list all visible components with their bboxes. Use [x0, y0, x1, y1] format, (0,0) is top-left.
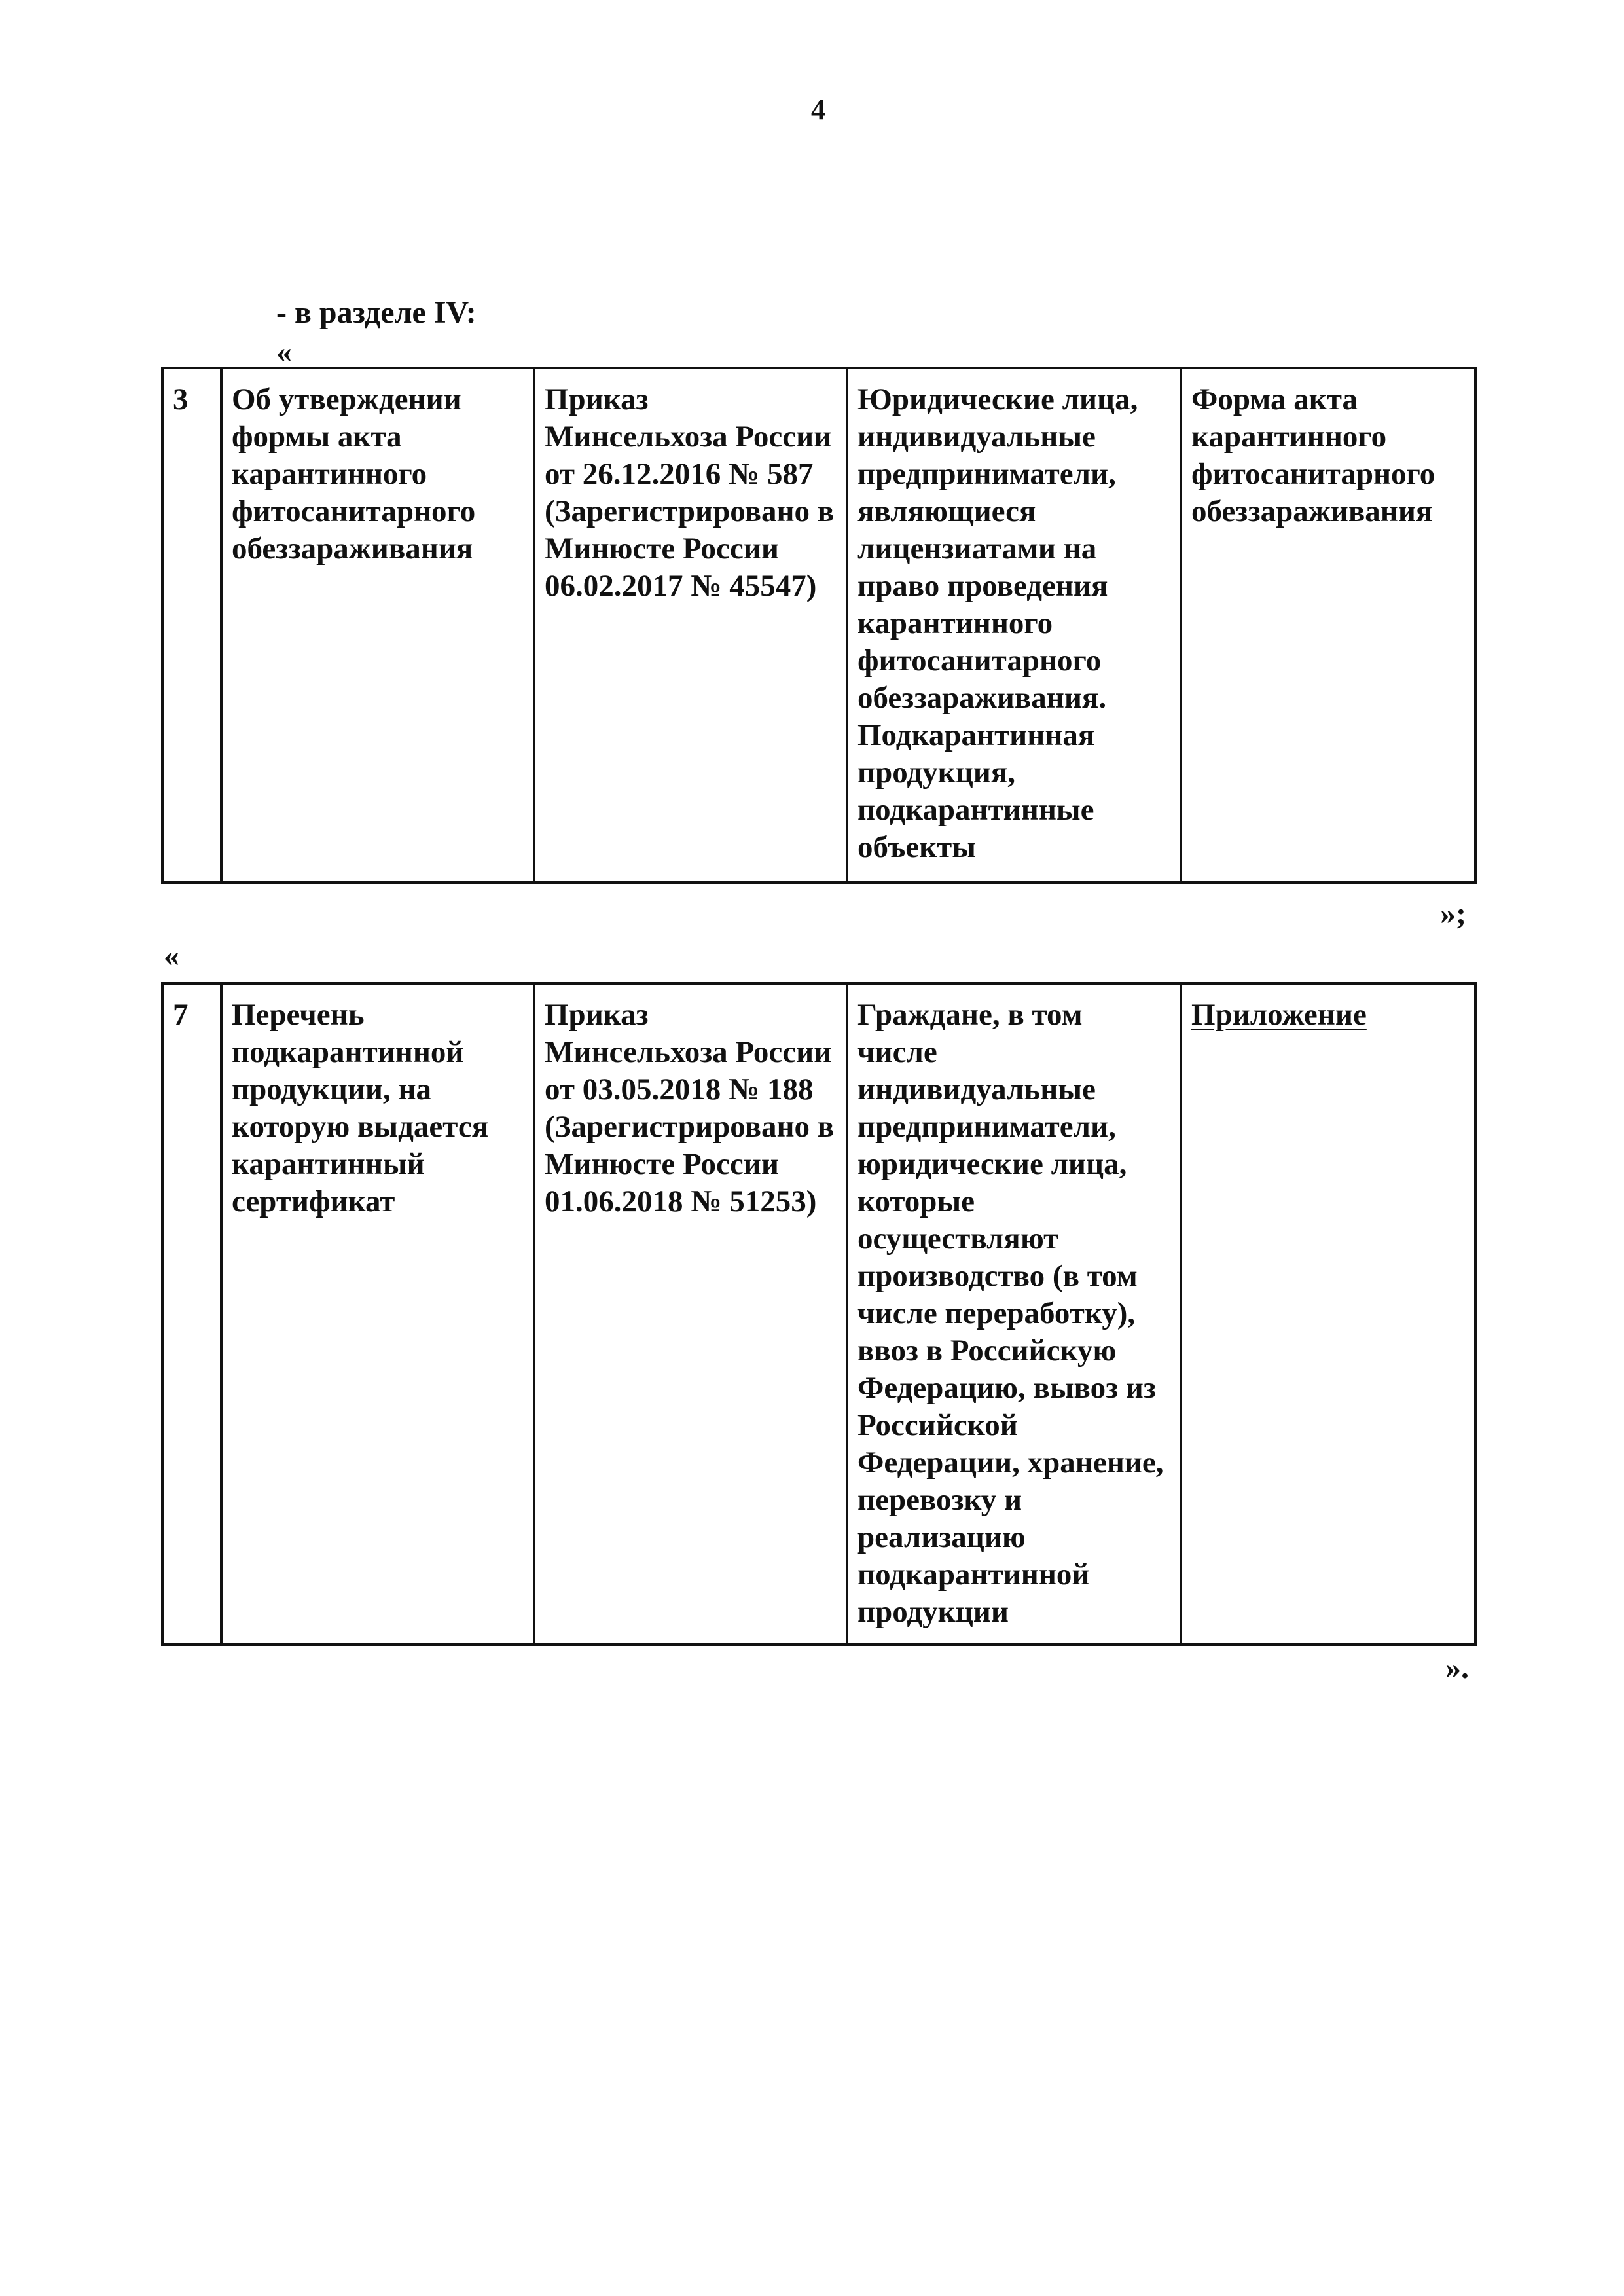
row-number: 7 [162, 983, 221, 1645]
closing-quote-1: »; [1440, 896, 1466, 931]
closing-quote-2: ». [1445, 1650, 1469, 1685]
opening-quote-2: « [164, 938, 179, 973]
document-title: Об утверждении формы акта карантинного фитосанитарного обеззараживания [221, 368, 534, 883]
form-cell [1181, 983, 1475, 1645]
row-number: 3 [162, 368, 221, 883]
opening-quote-1: « [276, 335, 292, 369]
order-reference: Приказ Минсельхоза России от 26.12.2016 № 587 (Зарегистрировано в Минюсте России 06.02.2017 № 45547) [534, 368, 847, 883]
table-row [162, 368, 1475, 883]
order-reference: Приказ Минсельхоза России от 03.05.2018 № 188 (Зарегистрировано в Минюсте России 01.06.2018 № 51253) [534, 983, 847, 1645]
table-row [162, 983, 1475, 1645]
regulated-subjects: Граждане, в том числе индивидуальные предприниматели, юридические лица, которые осуществляют производство (в том числе переработку), ввоз в Российскую Федерацию, вывоз из Российской Федерации, хранение, перевозку и реализацию подкарантинной продукции [847, 983, 1181, 1645]
intro-text: - в разделе IV: [276, 295, 477, 330]
form-name: Форма акта карантинного фитосанитарного обеззараживания [1181, 368, 1475, 883]
page-number: 4 [811, 94, 825, 126]
amendment-table-1 [161, 367, 1477, 884]
appendix-link[interactable]: Приложение [1191, 998, 1367, 1032]
regulated-subjects: Юридические лица, индивидуальные предприниматели, являющиеся лицензиатами на право проведения карантинного фитосанитарного обеззараживания. Подкарантинная продукция, подкарантинные объекты [847, 368, 1181, 883]
document-title: Перечень подкарантинной продукции, на которую выдается карантинный сертификат [221, 983, 534, 1645]
section-intro [276, 293, 477, 333]
amendment-table-2 [161, 982, 1477, 1646]
